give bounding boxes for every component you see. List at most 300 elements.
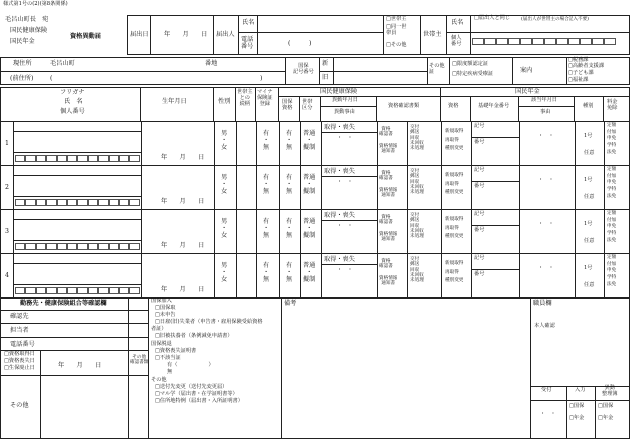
proc-pension-checkbox[interactable]: □年金 bbox=[598, 415, 614, 421]
nhi-group-header: 国民健康保険 bbox=[320, 88, 358, 95]
id-digit-cell[interactable] bbox=[88, 287, 98, 294]
input-label: 入力 bbox=[575, 387, 586, 393]
id-digit-cell[interactable] bbox=[109, 243, 119, 250]
column-divider bbox=[604, 122, 605, 166]
id-digit-cell[interactable] bbox=[57, 287, 67, 294]
remarks-label: 備考 bbox=[284, 300, 297, 307]
id-digit-cell[interactable] bbox=[568, 38, 580, 45]
nhi-join-label: 国保加入 bbox=[151, 298, 172, 304]
same-as-notifier-note: (届出人が世帯主の場合記入不要) bbox=[521, 17, 589, 22]
change-date-field[interactable]: ・ ・ bbox=[337, 135, 353, 141]
bango-label: 番号 bbox=[474, 139, 485, 145]
column-divider bbox=[321, 122, 322, 166]
id-digit-cell[interactable] bbox=[77, 155, 87, 162]
notifier-name-label: 氏名 bbox=[242, 19, 255, 26]
col-relation: 世帯主 との 続柄 bbox=[237, 89, 253, 107]
mynumber-select[interactable]: 有 ・ 無 bbox=[263, 130, 270, 152]
column-divider bbox=[407, 210, 408, 254]
id-digit-cell[interactable] bbox=[25, 243, 35, 250]
name-divider bbox=[13, 152, 141, 153]
reception-label: 受付 bbox=[541, 387, 552, 393]
person-row bbox=[0, 254, 630, 298]
col-sex: 性別 bbox=[218, 98, 231, 105]
status-date-field[interactable]: 年 月 日 bbox=[58, 362, 102, 369]
nhi-qual-select[interactable]: 有 ・ 無 bbox=[286, 218, 293, 240]
change-proc-label: 異動 整理簿 bbox=[602, 385, 618, 397]
id-digit-cell[interactable] bbox=[57, 243, 67, 250]
column-divider bbox=[256, 122, 257, 166]
recipient-line-2: 国民健康保険 bbox=[10, 27, 48, 34]
reception-date[interactable]: ・ ・ bbox=[540, 411, 556, 417]
notifier-phone-field[interactable]: ( ) bbox=[288, 40, 312, 47]
footer-other-label: その他 bbox=[10, 402, 29, 409]
status-lose-checkbox[interactable]: □資格喪失日 bbox=[4, 358, 35, 364]
misc-opt-2[interactable]: □マル学（届出書・在学証明書等） bbox=[155, 391, 238, 397]
relation-householder[interactable]: □世帯主 bbox=[386, 16, 407, 22]
category-main[interactable]: 1号 bbox=[584, 133, 593, 139]
id-digit-cell[interactable] bbox=[496, 38, 508, 45]
column-divider bbox=[377, 122, 378, 166]
id-digit-cell[interactable] bbox=[129, 199, 139, 206]
cert-confirm-label: 資格 確認書 bbox=[379, 127, 393, 138]
id-digit-cell[interactable] bbox=[36, 287, 46, 294]
phone-label: 電話番号 bbox=[10, 341, 35, 348]
column-divider bbox=[279, 122, 280, 166]
input-nhi-checkbox[interactable]: □国保 bbox=[569, 403, 585, 409]
event-select[interactable]: 取得・喪失 bbox=[324, 256, 355, 263]
col-basic-no: 基礎年金番号 bbox=[478, 103, 510, 109]
column-divider bbox=[519, 166, 520, 210]
column-divider bbox=[321, 166, 322, 210]
column-divider bbox=[256, 210, 257, 254]
exempt-list[interactable]: 定額 付加 申免 学特 法免 bbox=[607, 123, 617, 155]
hh-class-select[interactable]: 普通 ・ 擬制 bbox=[303, 218, 316, 240]
cert-notice-label: 資格情報 通知書 bbox=[379, 276, 398, 287]
column-divider bbox=[256, 166, 257, 210]
guide-label: 案内 bbox=[520, 67, 533, 74]
id-digit-cell[interactable] bbox=[46, 199, 56, 206]
column-divider bbox=[141, 210, 142, 254]
column-divider bbox=[471, 166, 472, 210]
employer-title: 勤務先・健康保険組合等確認欄 bbox=[20, 300, 107, 307]
id-digit-cell[interactable] bbox=[109, 199, 119, 206]
mynumber-select[interactable]: 有 ・ 無 bbox=[263, 262, 270, 284]
id-digit-cell[interactable] bbox=[98, 243, 108, 250]
row-index: 1 bbox=[5, 140, 9, 147]
id-digit-cell[interactable] bbox=[88, 199, 98, 206]
category-main[interactable]: 1号 bbox=[584, 177, 593, 183]
column-divider bbox=[300, 210, 301, 254]
column-divider bbox=[604, 166, 605, 210]
officer-label: 担当者 bbox=[10, 327, 29, 334]
row-index: 2 bbox=[5, 184, 9, 191]
column-divider bbox=[441, 166, 442, 210]
column-divider bbox=[236, 254, 237, 298]
event-select[interactable]: 取得・喪失 bbox=[324, 168, 355, 175]
sex-select[interactable]: 男 ・ 女 bbox=[221, 174, 228, 196]
id-digit-cell[interactable] bbox=[119, 155, 129, 162]
date-field[interactable]: 年 月 日 bbox=[164, 31, 208, 38]
appl-date-field[interactable]: ・ ・ bbox=[538, 133, 554, 139]
column-divider bbox=[300, 254, 301, 298]
nhi-qual-select[interactable]: 有 ・ 無 bbox=[286, 130, 293, 152]
col-birth: 生年月日 bbox=[162, 98, 187, 105]
householder-id-label: 個人 番号 bbox=[451, 35, 462, 47]
guide-children-checkbox[interactable]: □子ども課 bbox=[568, 70, 594, 76]
column-divider bbox=[441, 254, 442, 298]
column-divider bbox=[141, 254, 142, 298]
current-address-label: 現住所 bbox=[13, 60, 32, 67]
id-digit-cell[interactable] bbox=[129, 243, 139, 250]
name-divider bbox=[13, 284, 141, 285]
person-row bbox=[0, 166, 630, 210]
id-digit-cell[interactable] bbox=[15, 287, 25, 294]
id-digit-cell[interactable] bbox=[15, 243, 25, 250]
cert-notice-label: 資格情報 通知書 bbox=[379, 144, 398, 155]
event-divider bbox=[321, 132, 377, 133]
staff-label: 職員欄 bbox=[533, 300, 552, 307]
col-change-reason: 異動事由 bbox=[334, 109, 355, 115]
person-row bbox=[0, 210, 630, 254]
specific-disease-checkbox[interactable]: □特定疾病受療証 bbox=[452, 71, 494, 77]
column-divider bbox=[279, 254, 280, 298]
other-cert-label: その他 証 bbox=[429, 63, 445, 75]
nhi-exit-opt-1[interactable]: □資格喪失証明書 bbox=[155, 348, 197, 354]
pension-status-list[interactable]: 新規取得 再取得 種別変更 bbox=[445, 261, 464, 284]
col-furigana: フリガナ bbox=[60, 89, 85, 96]
id-digit-cell[interactable] bbox=[109, 155, 119, 162]
id-digit-cell[interactable] bbox=[88, 155, 98, 162]
guide-tax-checkbox[interactable]: □税務課 bbox=[568, 57, 589, 63]
col-category: 種別 bbox=[583, 103, 594, 109]
appl-date-field[interactable]: ・ ・ bbox=[538, 221, 554, 227]
column-divider bbox=[13, 254, 14, 298]
symbol-old-label: 旧 bbox=[322, 74, 329, 81]
relation-same-household[interactable]: □同一世 帯員 bbox=[386, 24, 407, 36]
change-date-field[interactable]: ・ ・ bbox=[337, 179, 353, 185]
issue-status-list[interactable]: 交付 郵送 回収 未回収 未処理 bbox=[410, 169, 424, 196]
column-divider bbox=[519, 254, 520, 298]
issue-status-list[interactable]: 交付 郵送 回収 未回収 未処理 bbox=[410, 257, 424, 284]
kigo-label: 記号 bbox=[474, 211, 485, 217]
guide-elderly-checkbox[interactable]: □高齢者支援課 bbox=[568, 63, 605, 69]
nhi-exit-opt-3[interactable]: 有（ ） bbox=[167, 362, 214, 368]
misc-label: その他 bbox=[151, 377, 167, 383]
nhi-exit-opt-4[interactable]: 無 bbox=[167, 369, 173, 375]
form-number: 様式第1号の(2)(第8条関係) bbox=[3, 1, 68, 7]
recipient-line-1: 毛呂山町長 宛 bbox=[5, 16, 49, 23]
column-divider bbox=[13, 122, 14, 166]
id-digit-cell[interactable] bbox=[67, 287, 77, 294]
id-digit-cell[interactable] bbox=[98, 155, 108, 162]
nhi-symbol-label: 国保 記号番号 bbox=[293, 63, 314, 75]
column-divider bbox=[214, 210, 215, 254]
id-digit-cell[interactable] bbox=[46, 243, 56, 250]
recipient-line-3: 国民年金 bbox=[10, 38, 35, 45]
id-digit-cell[interactable] bbox=[15, 199, 25, 206]
nhi-exit-label: 国保脱退 bbox=[151, 341, 172, 347]
col-cert-type: 資格確認書類 bbox=[388, 103, 420, 109]
confirm-label: 確認先 bbox=[10, 313, 29, 320]
column-divider bbox=[236, 210, 237, 254]
nhi-join-opt-3[interactable]: □日雇(旧)失業者（申告書・雇用保険受給資格 bbox=[155, 319, 263, 325]
furigana-divider bbox=[13, 219, 141, 220]
id-digit-cell[interactable] bbox=[508, 38, 520, 45]
column-divider bbox=[279, 210, 280, 254]
nhi-exit-opt-2[interactable]: □不該当証 bbox=[155, 355, 181, 361]
kigo-divider bbox=[471, 181, 519, 182]
event-select[interactable]: 取得・喪失 bbox=[324, 124, 355, 131]
birth-date-field[interactable]: 年 月 日 bbox=[161, 198, 205, 205]
column-divider bbox=[377, 254, 378, 298]
furigana-divider bbox=[13, 131, 141, 132]
limit-cert-checkbox[interactable]: □限度額認定証 bbox=[452, 61, 489, 67]
birth-date-field[interactable]: 年 月 日 bbox=[161, 286, 205, 293]
person-row bbox=[0, 122, 630, 166]
id-digit-cell[interactable] bbox=[472, 38, 484, 45]
guide-welfare-checkbox[interactable]: □福祉課 bbox=[568, 77, 589, 83]
cert-notice-label: 資格情報 通知書 bbox=[379, 232, 398, 243]
event-divider bbox=[321, 176, 377, 177]
category-main[interactable]: 1号 bbox=[584, 265, 593, 271]
sex-select[interactable]: 男 ・ 女 bbox=[221, 218, 228, 240]
id-digit-cell[interactable] bbox=[77, 243, 87, 250]
pension-group-header: 国民年金 bbox=[515, 88, 540, 95]
id-digit-cell[interactable] bbox=[67, 199, 77, 206]
category-main[interactable]: 1号 bbox=[584, 221, 593, 227]
previous-address-label: (前住所) bbox=[10, 75, 34, 82]
column-divider bbox=[141, 122, 142, 166]
id-digit-cell[interactable] bbox=[36, 155, 46, 162]
sex-select[interactable]: 男 ・ 女 bbox=[221, 262, 228, 284]
category-sub[interactable]: 任意 bbox=[584, 238, 595, 244]
column-divider bbox=[13, 166, 14, 210]
column-divider bbox=[300, 122, 301, 166]
id-digit-cell[interactable] bbox=[36, 199, 46, 206]
column-divider bbox=[321, 254, 322, 298]
id-digit-cell[interactable] bbox=[520, 38, 532, 45]
column-divider bbox=[279, 166, 280, 210]
name-divider bbox=[13, 196, 141, 197]
input-pension-checkbox[interactable]: □年金 bbox=[569, 415, 585, 421]
kigo-divider bbox=[471, 269, 519, 270]
pension-status-list[interactable]: 新規取得 再取得 種別変更 bbox=[445, 173, 464, 196]
symbol-new-label: 新 bbox=[322, 60, 329, 67]
exempt-list[interactable]: 定額 付加 申免 学特 法免 bbox=[607, 167, 617, 199]
row-index: 3 bbox=[5, 228, 9, 235]
id-digit-cell[interactable] bbox=[57, 199, 67, 206]
id-digit-cell[interactable] bbox=[544, 38, 556, 45]
hh-class-select[interactable]: 普通 ・ 擬制 bbox=[303, 262, 316, 284]
id-digit-cell[interactable] bbox=[556, 38, 568, 45]
exempt-list[interactable]: 定額 付加 申免 学特 法免 bbox=[607, 211, 617, 243]
column-divider bbox=[256, 254, 257, 298]
column-divider bbox=[407, 166, 408, 210]
furigana-divider bbox=[13, 175, 141, 176]
column-divider bbox=[300, 166, 301, 210]
col-kojin: 個人番号 bbox=[60, 108, 85, 115]
hh-class-select[interactable]: 普通 ・ 擬制 bbox=[303, 174, 316, 196]
column-divider bbox=[214, 122, 215, 166]
id-digit-cell[interactable] bbox=[77, 199, 87, 206]
id-digit-cell[interactable] bbox=[580, 38, 592, 45]
notifier-phone-label: 電話 番号 bbox=[241, 36, 254, 51]
name-divider bbox=[13, 240, 141, 241]
birth-date-field[interactable]: 年 月 日 bbox=[161, 242, 205, 249]
bango-label: 番号 bbox=[474, 227, 485, 233]
id-digit-cell[interactable] bbox=[36, 243, 46, 250]
id-digit-cell[interactable] bbox=[46, 155, 56, 162]
cert-confirm-label: 資格 確認書 bbox=[379, 171, 393, 182]
id-digit-cell[interactable] bbox=[25, 199, 35, 206]
cert-notice-label: 資格情報 通知書 bbox=[379, 188, 398, 199]
column-divider bbox=[604, 210, 605, 254]
misc-opt-3[interactable]: □住所地特例（届出書・入所証明書） bbox=[155, 398, 243, 404]
col-nhi-qual: 国保 資格 bbox=[282, 99, 293, 111]
row-index: 4 bbox=[5, 272, 9, 279]
id-digit-cell[interactable] bbox=[67, 243, 77, 250]
col-mynumber: マイナ 保険証 登録 bbox=[257, 89, 273, 107]
id-digit-cell[interactable] bbox=[119, 243, 129, 250]
column-divider bbox=[321, 210, 322, 254]
id-digit-cell[interactable] bbox=[129, 155, 139, 162]
col-exempt: 料金 免除 bbox=[607, 99, 618, 111]
nhi-join-opt-1[interactable]: □国保取 bbox=[155, 305, 176, 311]
column-divider bbox=[214, 254, 215, 298]
mynumber-select[interactable]: 有 ・ 無 bbox=[263, 218, 270, 240]
cert-confirm-label: 資格 確認書 bbox=[379, 215, 393, 226]
id-digit-cell[interactable] bbox=[604, 38, 616, 45]
relation-other[interactable]: □その他 bbox=[386, 42, 407, 48]
id-digit-cell[interactable] bbox=[109, 287, 119, 294]
hh-class-select[interactable]: 普通 ・ 擬制 bbox=[303, 130, 316, 152]
id-digit-cell[interactable] bbox=[119, 199, 129, 206]
column-divider bbox=[441, 122, 442, 166]
nhi-join-opt-3b: 者証） bbox=[151, 326, 167, 332]
id-digit-cell[interactable] bbox=[25, 155, 35, 162]
col-name: 氏 名 bbox=[64, 98, 83, 105]
prev-address-close: ) bbox=[260, 75, 263, 82]
exempt-list[interactable]: 定額 付加 申免 学特 法免 bbox=[607, 255, 617, 287]
column-divider bbox=[519, 122, 520, 166]
category-sub[interactable]: 任意 bbox=[584, 282, 595, 288]
kigo-divider bbox=[471, 225, 519, 226]
id-digit-cell[interactable] bbox=[15, 155, 25, 162]
col-reason: 事由 bbox=[540, 109, 551, 115]
bango-label: 番号 bbox=[474, 183, 485, 189]
id-digit-cell[interactable] bbox=[88, 243, 98, 250]
event-select[interactable]: 取得・喪失 bbox=[324, 212, 355, 219]
event-divider bbox=[321, 264, 377, 265]
notifier-label: 届出人 bbox=[216, 31, 235, 38]
kigo-divider bbox=[471, 137, 519, 138]
column-divider bbox=[407, 122, 408, 166]
column-divider bbox=[141, 166, 142, 210]
column-divider bbox=[575, 210, 576, 254]
id-digit-cell[interactable] bbox=[77, 287, 87, 294]
column-divider bbox=[471, 210, 472, 254]
status-acquire-checkbox[interactable]: □資格取得日 bbox=[4, 351, 35, 357]
sex-select[interactable]: 男 ・ 女 bbox=[221, 130, 228, 152]
nhi-join-opt-4[interactable]: □旧被扶養者（条例減免申請書） bbox=[155, 333, 233, 339]
status-welfare-checkbox[interactable]: □生保廃止日 bbox=[4, 365, 35, 371]
mynumber-select[interactable]: 有 ・ 無 bbox=[263, 174, 270, 196]
column-divider bbox=[377, 166, 378, 210]
nhi-qual-select[interactable]: 有 ・ 無 bbox=[286, 174, 293, 196]
category-sub[interactable]: 任意 bbox=[584, 150, 595, 156]
id-digit-cell[interactable] bbox=[46, 287, 56, 294]
column-divider bbox=[519, 210, 520, 254]
column-divider bbox=[575, 254, 576, 298]
id-digit-cell[interactable] bbox=[98, 287, 108, 294]
col-hh-class: 世帯 区分 bbox=[302, 99, 313, 111]
id-digit-cell[interactable] bbox=[484, 38, 496, 45]
id-digit-cell[interactable] bbox=[592, 38, 604, 45]
col-qual: 資格 bbox=[448, 103, 459, 109]
householder-label: 世帯主 bbox=[423, 31, 442, 38]
column-divider bbox=[214, 166, 215, 210]
date-label: 届出日 bbox=[130, 31, 149, 38]
other-docs-label: その他 確認書類 bbox=[130, 355, 149, 366]
current-town: 毛呂山町 bbox=[50, 60, 75, 67]
furigana-divider bbox=[13, 263, 141, 264]
issue-status-list[interactable]: 交付 郵送 回収 未回収 未処理 bbox=[410, 213, 424, 240]
id-digit-cell[interactable] bbox=[57, 155, 67, 162]
column-divider bbox=[13, 210, 14, 254]
column-divider bbox=[407, 254, 408, 298]
birth-date-field[interactable]: 年 月 日 bbox=[161, 154, 205, 161]
bango-label: 番号 bbox=[474, 271, 485, 277]
id-digit-cell[interactable] bbox=[98, 199, 108, 206]
nhi-join-opt-2[interactable]: □未申告 bbox=[155, 312, 176, 318]
column-divider bbox=[236, 122, 237, 166]
proc-nhi-checkbox[interactable]: □国保 bbox=[598, 403, 614, 409]
appl-date-field[interactable]: ・ ・ bbox=[538, 265, 554, 271]
column-divider bbox=[441, 210, 442, 254]
change-date-field[interactable]: ・ ・ bbox=[337, 223, 353, 229]
col-change-date: 異動年月日 bbox=[332, 97, 358, 103]
same-as-notifier-checkbox[interactable]: □届出人と同じ bbox=[474, 15, 511, 21]
prev-address-open: ( bbox=[50, 75, 53, 82]
kigo-label: 記号 bbox=[474, 255, 485, 261]
id-digit-cell[interactable] bbox=[25, 287, 35, 294]
column-divider bbox=[471, 122, 472, 166]
kigo-label: 記号 bbox=[474, 123, 485, 129]
nhi-qual-select[interactable]: 有 ・ 無 bbox=[286, 262, 293, 284]
column-divider bbox=[236, 166, 237, 210]
id-digit-cell[interactable] bbox=[532, 38, 544, 45]
misc-opt-1[interactable]: □送付先変更（送付先変更届） bbox=[155, 384, 228, 390]
cert-confirm-label: 資格 確認書 bbox=[379, 259, 393, 270]
pension-status-list[interactable]: 新規取得 再取得 種別変更 bbox=[445, 129, 464, 152]
col-appl-date: 該当年月日 bbox=[531, 97, 557, 103]
kigo-label: 記号 bbox=[474, 167, 485, 173]
appl-date-field[interactable]: ・ ・ bbox=[538, 177, 554, 183]
person-confirm-label: 本人確認 bbox=[534, 323, 555, 329]
id-digit-cell[interactable] bbox=[67, 155, 77, 162]
issue-status-list[interactable]: 交付 郵送 回収 未回収 未処理 bbox=[410, 125, 424, 152]
pension-status-list[interactable]: 新規取得 再取得 種別変更 bbox=[445, 217, 464, 240]
column-divider bbox=[604, 254, 605, 298]
id-digit-cell[interactable] bbox=[119, 287, 129, 294]
change-date-field[interactable]: ・ ・ bbox=[337, 267, 353, 273]
column-divider bbox=[471, 254, 472, 298]
banchi-label: 番地 bbox=[205, 60, 218, 67]
column-divider bbox=[575, 166, 576, 210]
category-sub[interactable]: 任意 bbox=[584, 194, 595, 200]
householder-name-label: 氏名 bbox=[451, 19, 464, 26]
id-digit-cell[interactable] bbox=[129, 287, 139, 294]
